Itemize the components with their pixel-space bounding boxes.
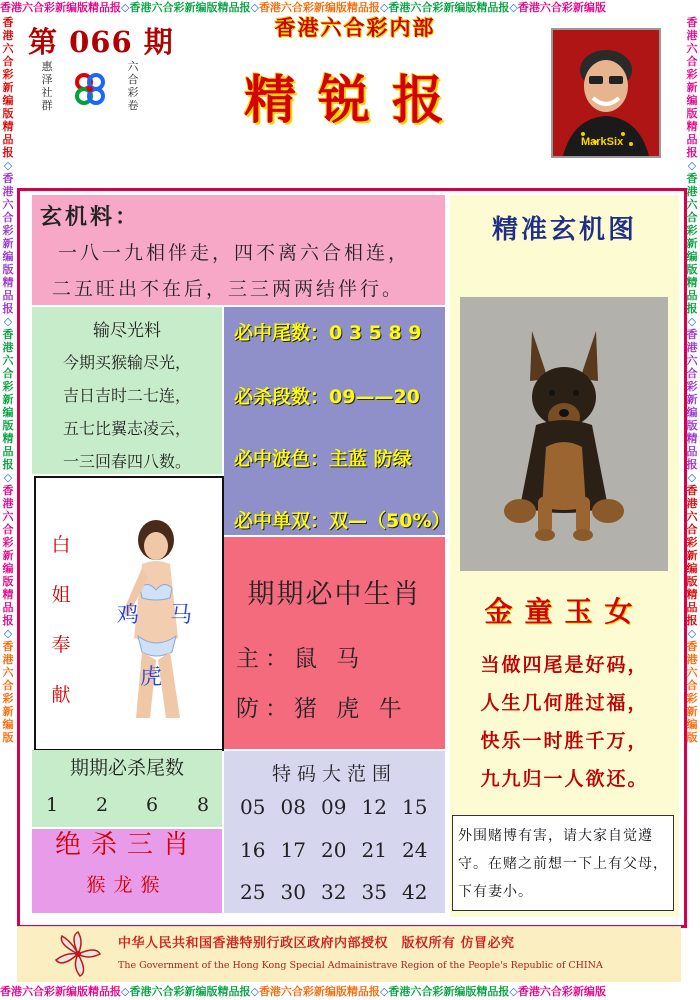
- bottom-border-strip: [0, 984, 700, 1000]
- footer-english-text: The Government of the Hong Kong Special Admainistrave Region of the People's Republic of CHINA: [118, 960, 603, 971]
- mystery-title: 玄机料：: [40, 204, 141, 230]
- kill-tail-number: 2: [96, 794, 109, 816]
- prediction-wave: 必中波色：主蓝 防绿: [234, 448, 412, 470]
- kill-zodiac-animals: 猴龙猴: [86, 874, 168, 896]
- special-number: 05: [240, 795, 266, 819]
- border-diamond: ◇: [121, 985, 130, 998]
- girl-caption: [50, 520, 72, 720]
- girl-animal-3: 虎: [140, 665, 163, 690]
- girl-caption-char: 奉: [51, 634, 71, 656]
- golden-title: 金童玉女: [484, 595, 645, 628]
- special-number: 09: [321, 795, 347, 819]
- border-text: 香港六合彩新编版精品报: [388, 985, 510, 998]
- poem-line: 人生几何胜过福，: [480, 692, 649, 714]
- border-text: 香港六合彩新编版精品报: [686, 484, 698, 627]
- border-text: 香港六合彩新编版精品报: [2, 328, 14, 471]
- special-number: 16: [240, 838, 266, 862]
- border-text: 香港六合彩新编版精品报: [2, 172, 14, 315]
- special-number: 24: [402, 838, 428, 862]
- special-number: 17: [280, 838, 306, 862]
- warning-text: 外围赌博有害，请大家自觉遵守。在赌之前想一下上有父母，下有妻小。: [458, 828, 668, 900]
- dog-image: [460, 297, 668, 571]
- zodiac-title: 期期必中生肖: [247, 579, 422, 610]
- zodiac-guard: 防：猪 虎 牛: [236, 696, 408, 722]
- special-number: 25: [240, 880, 266, 904]
- puppy-image-icon: [460, 297, 668, 571]
- prediction-kill-segment: 必杀段数：09——20: [234, 386, 420, 408]
- lose-all-line: 今期买猴输尽光，: [62, 353, 191, 372]
- special-number: 20: [321, 838, 347, 862]
- special-number: 15: [402, 795, 428, 819]
- lose-all-line: 五七比翼志凌云，: [62, 419, 191, 438]
- logo-right-text: 六合彩卷: [127, 60, 139, 112]
- bauhinia-emblem-icon: [52, 928, 104, 980]
- border-diamond: ◇: [687, 471, 697, 484]
- special-number: 30: [280, 880, 306, 904]
- border-diamond: ◇: [3, 315, 13, 328]
- mystery-line-2: 二五旺出不在后，三三两两结伴行。: [52, 278, 405, 300]
- border-diamond: ◇: [250, 1, 259, 14]
- border-text: 香港六合彩新编版精品报: [686, 16, 698, 159]
- border-text: 香港六合彩新编版精品报: [258, 985, 380, 998]
- border-text: 香港六合彩新编版精品报: [686, 328, 698, 471]
- lose-all-line: 一三回春四八数。: [62, 452, 191, 471]
- kill-zodiac-title: 绝杀三肖: [54, 830, 199, 860]
- kill-tail-title: 期期必杀尾数: [69, 757, 184, 779]
- border-diamond: ◇: [509, 1, 518, 14]
- border-diamond: ◇: [3, 627, 13, 640]
- special-number: 32: [321, 880, 347, 904]
- border-text: 香港六合彩新编版精品报: [258, 1, 380, 14]
- issue-number: 第 066 期: [28, 25, 174, 59]
- border-text: 香港六合彩新编版: [2, 640, 14, 744]
- lose-all-line: 吉日吉时二七连，: [62, 386, 191, 405]
- border-diamond: ◇: [687, 315, 697, 328]
- logo-left-text: 惠泽社群: [41, 60, 53, 112]
- lose-all-title: 输尽光料: [93, 321, 161, 341]
- special-number: 12: [361, 795, 387, 819]
- border-diamond: ◇: [509, 985, 518, 998]
- special-number-row: [240, 795, 440, 819]
- special-number: 08: [280, 795, 306, 819]
- special-number: 21: [361, 838, 387, 862]
- border-text: 香港六合彩新编版精品报: [686, 172, 698, 315]
- border-diamond: ◇: [687, 159, 697, 172]
- girl-caption-char: 白: [51, 534, 71, 556]
- poem-line: 快乐一时胜千万，: [480, 730, 649, 752]
- border-text: 香港六合彩新编版精品报: [2, 16, 14, 159]
- border-text: 香港六合彩新编版: [686, 640, 698, 744]
- kill-tail-number: 1: [46, 794, 59, 816]
- border-text: 香港六合彩新编版精品报: [0, 985, 121, 998]
- header-photo: [551, 28, 661, 158]
- border-text: 香港六合彩新编版精品报: [129, 985, 251, 998]
- special-number-row: [240, 838, 440, 862]
- special-number-title: 特码大范围: [271, 763, 397, 785]
- footer-chinese-text: 中华人民共和国香港特别行政区政府内部授权 版权所有 仿冒必究: [118, 936, 515, 951]
- special-number-row: [240, 880, 440, 904]
- border-text: 香港六合彩新编版: [517, 985, 606, 998]
- kill-tail-number: 6: [146, 794, 159, 816]
- border-diamond: ◇: [379, 1, 389, 14]
- poem-line: 当做四尾是好码，: [480, 654, 649, 676]
- left-border-strip: [0, 16, 16, 984]
- border-diamond: ◇: [379, 985, 389, 998]
- page-title: 精锐报: [243, 70, 466, 131]
- mystery-line-1: 一八一九相伴走，四不离六合相连，: [58, 242, 411, 264]
- girl-animal-2: 马: [170, 603, 193, 628]
- marksix-brand: MarkSix: [581, 136, 624, 148]
- prediction-tail: 必中尾数：0 3 5 8 9: [234, 322, 422, 344]
- girl-caption-char: 姐: [51, 584, 71, 606]
- border-diamond: ◇: [3, 159, 13, 172]
- border-text: 香港六合彩新编版精品报: [388, 1, 510, 14]
- border-text: 香港六合彩新编版精品报: [129, 1, 251, 14]
- border-text: 香港六合彩新编版精品报: [0, 1, 121, 14]
- lottery-logo-icon: [70, 70, 110, 110]
- header-subtitle: 香港六合彩内部: [274, 16, 436, 40]
- poem-line: 九九归一人欲还。: [480, 768, 649, 790]
- border-diamond: ◇: [250, 985, 259, 998]
- special-number: 42: [402, 880, 428, 904]
- border-diamond: ◇: [3, 471, 13, 484]
- right-panel-title: 精准玄机图: [491, 215, 637, 245]
- prediction-odd-even: 必中单双：双—（50%）: [234, 510, 451, 532]
- border-diamond: ◇: [121, 1, 130, 14]
- zodiac-main: 主：鼠 马: [236, 646, 366, 672]
- special-number: 35: [361, 880, 387, 904]
- border-text: 香港六合彩新编版精品报: [2, 484, 14, 627]
- border-diamond: ◇: [687, 627, 697, 640]
- girl-caption-char: 献: [51, 684, 71, 706]
- border-text: 香港六合彩新编版: [517, 1, 606, 14]
- kill-tail-number: 8: [197, 794, 210, 816]
- girl-animal-1: 鸡: [117, 603, 140, 628]
